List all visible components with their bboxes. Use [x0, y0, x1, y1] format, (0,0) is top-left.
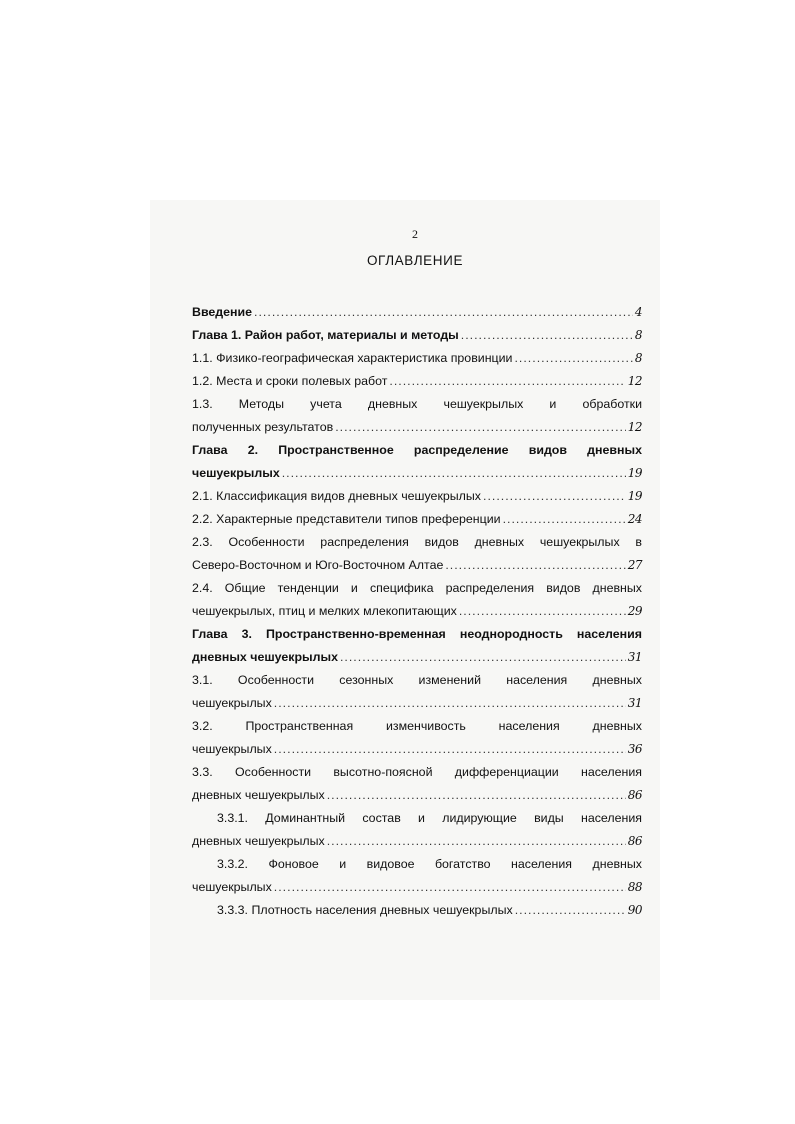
- toc-entry: [192, 347, 642, 370]
- toc-entry-text: 3.2. Пространственная изменчивость населения дневных: [192, 719, 642, 733]
- dot-leader: [274, 692, 626, 715]
- toc-page-number: 31: [627, 696, 642, 710]
- toc-entry: [192, 577, 642, 623]
- toc-page-number: 12: [627, 420, 642, 434]
- dot-leader: [274, 876, 626, 899]
- toc-entry: [192, 669, 642, 715]
- toc-entry-text: 2.3. Особенности распределения видов дневных чешуекрылых в: [192, 535, 642, 549]
- dot-leader: [327, 830, 626, 853]
- toc-entry: [192, 393, 642, 439]
- toc-entry-text: 2.1. Классификация видов дневных чешуекрылых: [192, 489, 481, 503]
- toc-entry: [192, 324, 642, 347]
- toc-page-number: 24: [627, 512, 642, 526]
- dot-leader: [274, 738, 626, 761]
- dot-leader: [445, 554, 625, 577]
- toc-entry-text: 2.4. Общие тенденции и специфика распределения видов дневных: [192, 581, 642, 595]
- dot-leader: [282, 462, 626, 485]
- toc-entry: [192, 853, 642, 899]
- toc-entry-text: дневных чешуекрылых: [192, 788, 325, 802]
- toc-entry: [192, 508, 642, 531]
- dot-leader: [514, 347, 632, 370]
- dot-leader: [459, 600, 626, 623]
- toc-page-number: 19: [627, 489, 642, 503]
- toc-entry-text: 3.3.3. Плотность населения дневных чешуекрылых: [217, 903, 513, 917]
- toc-entry-text: 3.3.2. Фоновое и видовое богатство населения дневных: [217, 857, 642, 871]
- toc-entry: [192, 531, 642, 577]
- toc-entry-text: чешуекрылых: [192, 466, 280, 480]
- dot-leader: [389, 370, 625, 393]
- toc-page-number: 86: [627, 834, 642, 848]
- toc-page-number: 8: [634, 328, 642, 342]
- toc-page-number: 12: [627, 374, 642, 388]
- toc-page-number: 29: [627, 604, 642, 618]
- toc-page-number: 86: [627, 788, 642, 802]
- toc-entry-text: дневных чешуекрылых: [192, 834, 325, 848]
- page-title: ОГЛАВЛЕНИЕ: [366, 253, 464, 268]
- toc-page-number: 36: [627, 742, 642, 756]
- toc-entry-text: 1.2. Места и сроки полевых работ: [192, 374, 388, 388]
- table-of-contents: [192, 301, 642, 922]
- toc-entry-text: чешуекрылых, птиц и мелких млекопитающих: [192, 604, 457, 618]
- toc-entry-text: чешуекрылых: [192, 696, 272, 710]
- dot-leader: [515, 899, 626, 922]
- toc-page-number: 31: [627, 650, 642, 664]
- toc-entry: [192, 485, 642, 508]
- toc-entry-text: Глава 2. Пространственное распределение видов дневных: [192, 443, 642, 457]
- page-number: 2: [412, 227, 418, 241]
- dot-leader: [340, 646, 626, 669]
- toc-entry-text: чешуекрылых: [192, 880, 272, 894]
- toc-page-number: 27: [627, 558, 642, 572]
- toc-entry: [192, 439, 642, 485]
- toc-entry-text: 3.3. Особенности высотно-поясной дифференциации населения: [192, 765, 642, 779]
- toc-entry: [192, 807, 642, 853]
- dot-leader: [254, 301, 633, 324]
- toc-entry-text: 1.3. Методы учета дневных чешуекрылых и обработки: [192, 397, 642, 411]
- toc-page-number: 8: [634, 351, 642, 365]
- dot-leader: [503, 508, 626, 531]
- toc-entry: [192, 301, 642, 324]
- toc-entry-text: дневных чешуекрылых: [192, 650, 338, 664]
- toc-entry: [192, 715, 642, 761]
- toc-entry-text: Глава 3. Пространственно-временная неоднородность населения: [192, 627, 642, 641]
- toc-entry-text: Северо-Восточном и Юго-Восточном Алтае: [192, 558, 444, 572]
- toc-entry-text: 3.1. Особенности сезонных изменений населения дневных: [192, 673, 642, 687]
- toc-entry: [192, 899, 642, 922]
- toc-entry-text: 3.3.1. Доминантный состав и лидирующие виды населения: [217, 811, 642, 825]
- toc-entry: [192, 761, 642, 807]
- toc-page-number: 19: [627, 466, 642, 480]
- dot-leader: [461, 324, 633, 347]
- toc-page-number: 88: [627, 880, 642, 894]
- toc-entry-text: Введение: [192, 305, 253, 319]
- dot-leader: [483, 485, 626, 508]
- toc-entry: [192, 370, 642, 393]
- toc-entry-text: чешуекрылых: [192, 742, 272, 756]
- toc-entry-text: полученных результатов: [192, 420, 334, 434]
- toc-entry-text: 2.2. Характерные представители типов преференции: [192, 512, 501, 526]
- toc-entry-text: Глава 1. Район работ, материалы и методы: [192, 328, 459, 342]
- toc-page-number: 90: [627, 903, 642, 917]
- toc-page-number: 4: [634, 305, 642, 319]
- dot-leader: [327, 784, 626, 807]
- toc-entry-text: 1.1. Физико-географическая характеристика провинции: [192, 351, 513, 365]
- dot-leader: [335, 416, 626, 439]
- toc-entry: [192, 623, 642, 669]
